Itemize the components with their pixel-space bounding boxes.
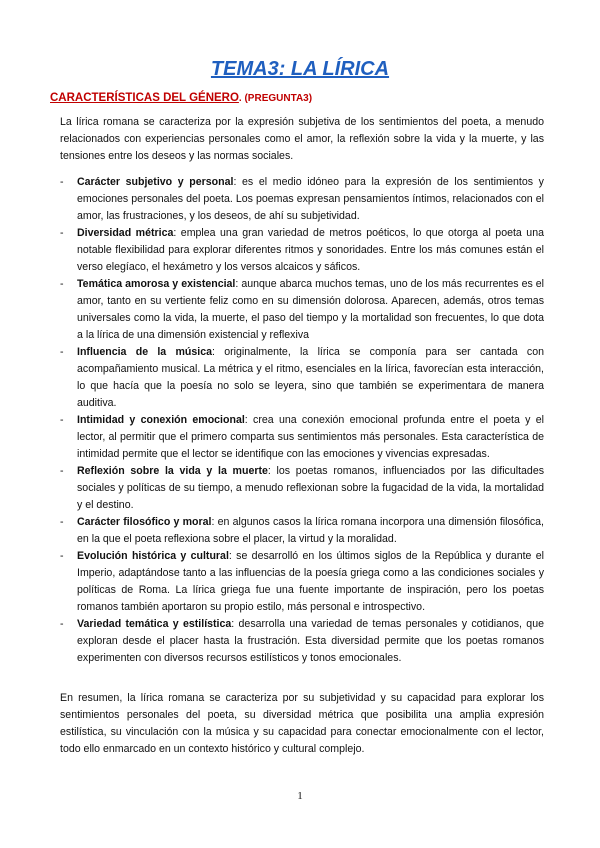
item-term: Influencia de la música xyxy=(77,346,212,358)
bullet-dash: - xyxy=(60,414,64,426)
bullet-dash: - xyxy=(60,516,64,528)
bullet-dash: - xyxy=(60,176,64,188)
section-heading-note: . (PREGUNTA3) xyxy=(238,93,313,104)
item-term: Variedad temática y estilística xyxy=(77,618,232,630)
item-text: : crea una conexión emocional profunda entre el poeta y el lector, al permitir que el primero comparta sus sentimientos más personales. Esta característica de intimidad permite que el lector se identifique con las emociones y vivencias expresadas. xyxy=(77,414,544,460)
bullet-dash: - xyxy=(60,550,64,562)
item-text: : desarrolla una variedad de temas personales y cotidianos, que exploran desde el placer hasta la frustración. Esta diversidad permite que los poetas romanos experimenten con diversos recursos estilísticos y tonos emocionales. xyxy=(77,618,544,664)
item-term: Reflexión sobre la vida y la muerte xyxy=(77,465,268,477)
list-item xyxy=(60,225,544,276)
section-heading xyxy=(50,92,312,104)
bullet-dash: - xyxy=(60,227,64,239)
list-item xyxy=(60,174,544,225)
list-item xyxy=(60,514,544,548)
bullet-dash: - xyxy=(60,278,64,290)
item-term: Diversidad métrica xyxy=(77,227,174,239)
list-item xyxy=(60,616,544,667)
intro-paragraph: La lírica romana se caracteriza por la expresión subjetiva de los sentimientos del poeta, a menudo relacionados con experiencias personales como el amor, la reflexión sobre la vida y la muerte, y las tensiones entre los deseos y las normas sociales. xyxy=(60,116,544,162)
bullet-dash: - xyxy=(60,618,64,630)
item-text: : en algunos casos la lírica romana incorpora una dimensión filosófica, en la que el poeta reflexiona sobre el placer, la virtud y la moralidad. xyxy=(77,516,544,545)
list-item xyxy=(60,548,544,616)
item-term: Carácter subjetivo y personal xyxy=(77,176,234,188)
page-title: TEMA3: LA LÍRICA xyxy=(210,58,390,80)
item-text: : aunque abarca muchos temas, uno de los más recurrentes es el amor, tanto en su vertiente feliz como en su dimensión dolorosa. Aparecen, además, otros temas universales como la vida, la muerte, el paso del tiempo y la mortalidad son frecuentes, lo que dota a la lírica de una dimensión existencial y reflexiva xyxy=(77,278,545,341)
item-text: : se desarrolló en los últimos siglos de la República y durante el Imperio, adaptándose tanto a las influencias de la poesía griega como a las condiciones sociales y políticas de Roma. La lírica griega fue una fuente importante de inspiración, pero los poetas romanos también aportaron su propio estilo, más personal e introspectivo. xyxy=(77,550,544,613)
item-text: : originalmente, la lírica se componía para ser cantada con acompañamiento musical. La métrica y el ritmo, esenciales en la lírica, favorecían esta interacción, lo que hacía que la poesía no solo se leyera, sino que también se experimentara de manera auditiva. xyxy=(77,346,545,409)
characteristics-list xyxy=(60,174,544,667)
item-text: : emplea una gran variedad de metros poéticos, lo que otorga al poeta una notable flexibilidad para explorar diferentes ritmos y sonoridades. Entre los más comunes están el verso elegíaco, el hexámetro y los versos alcaicos y sáficos. xyxy=(77,227,544,273)
bullet-dash: - xyxy=(60,346,64,358)
item-text: : los poetas romanos, influenciados por las dificultades sociales y políticas de su tiempo, a menudo reflexionan sobre la fugacidad de la vida, la mortalidad y el destino. xyxy=(77,465,545,511)
list-item xyxy=(60,344,544,412)
page-number: 1 xyxy=(297,790,303,802)
list-item xyxy=(60,463,544,514)
summary-paragraph: En resumen, la lírica romana se caracteriza por su subjetividad y su capacidad para explorar los sentimientos personales del poeta, su diversidad métrica que posibilita una amplia expresión estilística, su vinculación con la música y su capacidad para conectar emocionalmente con el lector, todo ello enmarcado en un contexto histórico y cultural complejo. xyxy=(60,692,544,755)
item-term: Temática amorosa y existencial xyxy=(77,278,236,290)
section-heading-label: CARACTERÍSTICAS DEL GÉNERO xyxy=(50,92,239,104)
item-term: Carácter filosófico y moral xyxy=(77,516,212,528)
bullet-dash: - xyxy=(60,465,64,477)
list-item xyxy=(60,412,544,463)
list-item xyxy=(60,276,544,344)
item-text: : es el medio idóneo para la expresión de los sentimientos y emociones personales del poeta. Los poemas expresan pensamientos íntimos, relacionados con el amor, las frustraciones, y los deseos, de ahí su subjetividad. xyxy=(77,176,544,222)
item-term: Evolución histórica y cultural xyxy=(77,550,229,562)
item-term: Intimidad y conexión emocional xyxy=(77,414,245,426)
